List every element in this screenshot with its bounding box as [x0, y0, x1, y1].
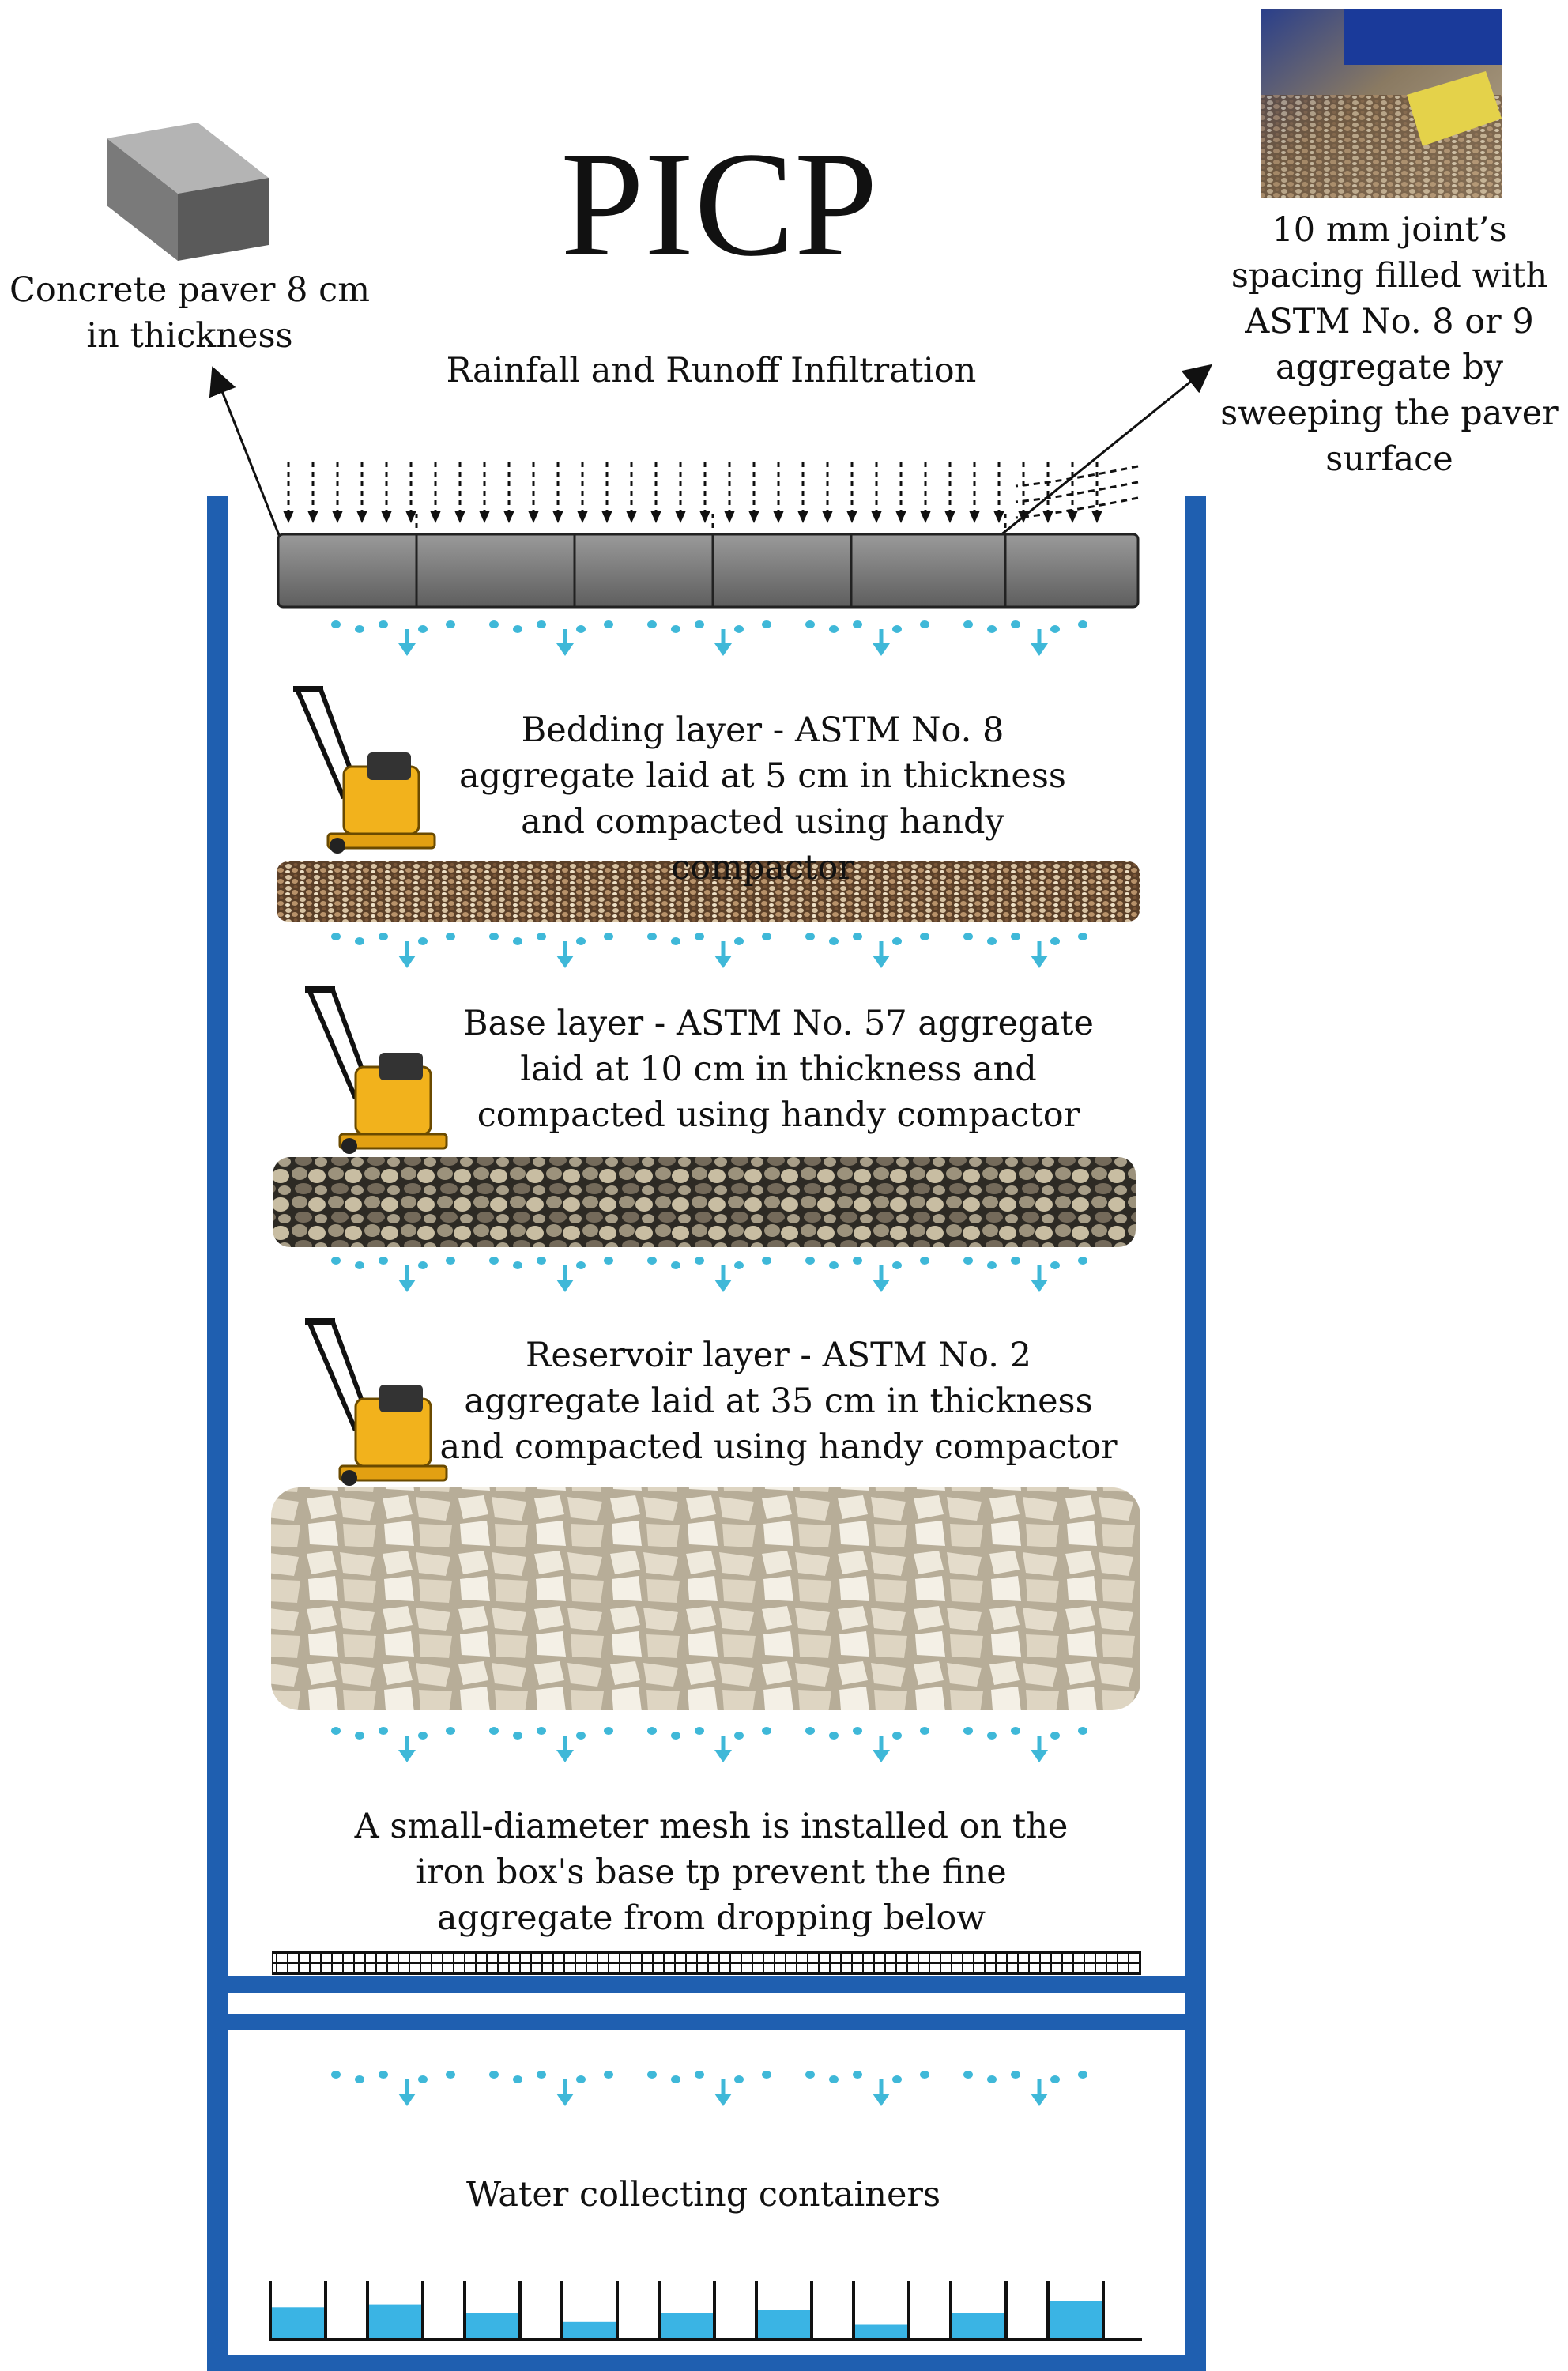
water-drop-icon: [331, 1257, 341, 1265]
water-drop-icon: [379, 1727, 388, 1735]
water-drop-icon: [513, 1732, 522, 1740]
water-drop-icon: [762, 1257, 771, 1265]
water-drop-icon: [446, 933, 455, 940]
water-drop-icon: [695, 1727, 704, 1735]
water-drop-icon: [805, 2071, 815, 2079]
water-drop-icon: [537, 1257, 546, 1265]
water-drop-icon: [695, 1257, 704, 1265]
water-drop-icon: [576, 625, 586, 633]
container: [659, 2281, 714, 2339]
water-drop-icon: [1011, 933, 1020, 940]
runoff-arrow: [1016, 466, 1138, 486]
water-drop-icon: [671, 2075, 680, 2083]
rain-arrow: [430, 462, 441, 523]
water-drop-icon: [1078, 933, 1087, 940]
box-bottom: [207, 2355, 1206, 2371]
water-drop-icon: [762, 1727, 771, 1735]
water-drop-icon: [853, 1727, 862, 1735]
water-drop-icon: [987, 1261, 997, 1269]
rain-arrow: [895, 462, 906, 523]
rain-arrow: [552, 462, 564, 523]
rain-arrow: [283, 462, 294, 523]
water-drop-icon: [805, 1257, 815, 1265]
water-drop-icon: [604, 620, 613, 628]
water-drop-icon: [355, 1261, 364, 1269]
water-drop-icon: [537, 620, 546, 628]
reservoir-layer: [271, 1487, 1140, 1710]
water-drop-icon: [1011, 1257, 1020, 1265]
water-drop-icon: [671, 1261, 680, 1269]
water-drop-icon: [829, 937, 839, 945]
water-drop-icon: [892, 937, 902, 945]
water-drop-icon: [695, 933, 704, 940]
water-drop-icon: [379, 1257, 388, 1265]
plate-compactor-icon: [305, 988, 447, 1154]
water-drop-icon: [331, 1727, 341, 1735]
paver-label: Concrete paver 8 cm in thickness: [9, 270, 370, 356]
rain-arrow: [650, 462, 662, 523]
water-drop-row: [331, 933, 1087, 968]
water-drop-icon: [734, 2075, 744, 2083]
water-drop-icon: [1078, 2071, 1087, 2079]
water-drop-icon: [1050, 937, 1060, 945]
water-drop-icon: [537, 1727, 546, 1735]
rain-arrow: [797, 462, 808, 523]
water-drop-icon: [379, 620, 388, 628]
water-drop-icon: [647, 2071, 657, 2079]
water-drop-icon: [604, 1257, 613, 1265]
water-drop-row: [331, 1727, 1087, 1762]
water-drop-icon: [920, 620, 929, 628]
water-drop-icon: [418, 2075, 428, 2083]
water-drop-icon: [489, 1727, 499, 1735]
water-drop-icon: [604, 1727, 613, 1735]
rain-arrow: [871, 462, 882, 523]
water-drop-icon: [829, 625, 839, 633]
water-drop-icon: [892, 1261, 902, 1269]
water-drop-icon: [734, 1732, 744, 1740]
water-drop-icon: [418, 937, 428, 945]
water-drop-icon: [695, 620, 704, 628]
rain-arrow: [405, 462, 416, 523]
water-drop-icon: [537, 2071, 546, 2079]
container: [562, 2281, 617, 2339]
water-drop-icon: [1078, 620, 1087, 628]
water-drop-icon: [987, 1732, 997, 1740]
water-drop-icon: [762, 620, 771, 628]
rain-arrow: [724, 462, 735, 523]
water-drop-icon: [446, 620, 455, 628]
water-drop-icon: [1078, 1257, 1087, 1265]
water-drop-icon: [1050, 1261, 1060, 1269]
water-drop-icon: [829, 1261, 839, 1269]
rain-arrow: [626, 462, 637, 523]
rain-arrow: [454, 462, 466, 523]
container: [270, 2281, 326, 2339]
water-drop-icon: [379, 2071, 388, 2079]
water-drop-icon: [331, 620, 341, 628]
bedding-label: Bedding layer - ASTM No. 8 aggregate laid at 5 cm in thickness and compacted using handy compactor: [459, 711, 1066, 888]
water-drop-icon: [537, 933, 546, 940]
rain-arrow: [822, 462, 833, 523]
water-drop-icon: [1050, 1732, 1060, 1740]
rainfall-label: Rainfall and Runoff Infiltration: [446, 351, 977, 390]
water-collecting-containers: [269, 2281, 1142, 2339]
reservoir-label: Reservoir layer - ASTM No. 2 aggregate laid at 35 cm in thickness and compacted using handy compactor: [439, 1336, 1118, 1467]
water-drop-icon: [604, 933, 613, 940]
water-drop-icon: [963, 620, 973, 628]
water-drop-icon: [1011, 2071, 1020, 2079]
rain-arrow: [993, 462, 1004, 523]
box-right-wall: [1185, 496, 1206, 2371]
water-drop-icon: [734, 625, 744, 633]
water-drop-icon: [418, 1261, 428, 1269]
water-drop-icon: [647, 1727, 657, 1735]
water-drop-icon: [853, 620, 862, 628]
container: [1048, 2281, 1103, 2339]
water-drop-icon: [920, 2071, 929, 2079]
water-drop-icon: [987, 625, 997, 633]
rain-arrow: [1018, 462, 1029, 523]
water-drop-row: [331, 620, 1087, 656]
water-drop-icon: [963, 2071, 973, 2079]
water-drop-icon: [489, 2071, 499, 2079]
water-drop-icon: [446, 2071, 455, 2079]
base-label: Base layer - ASTM No. 57 aggregate laid at 10 cm in thickness and compacted using handy compactor: [463, 1004, 1094, 1135]
water-drop-icon: [489, 1257, 499, 1265]
rain-arrow: [846, 462, 858, 523]
rain-arrow: [332, 462, 343, 523]
water-drop-icon: [446, 1727, 455, 1735]
rain-arrow: [969, 462, 980, 523]
water-drop-icon: [355, 1732, 364, 1740]
water-drop-icon: [920, 1727, 929, 1735]
water-drop-icon: [1050, 625, 1060, 633]
rain-arrow: [748, 462, 760, 523]
base-layer: [273, 1157, 1136, 1247]
joint-label: 10 mm joint’s spacing filled with ASTM No. 8 or 9 aggregate by sweeping the paver surface: [1220, 210, 1559, 479]
rain-arrow: [699, 462, 710, 523]
water-drop-icon: [379, 933, 388, 940]
water-drop-icon: [853, 2071, 862, 2079]
mesh-icon: [273, 1952, 1140, 1974]
water-drop-icon: [805, 933, 815, 940]
diagram-title: PICP: [560, 122, 878, 288]
water-drop-icon: [647, 620, 657, 628]
water-drop-row: [331, 1257, 1087, 1292]
water-drop-icon: [1078, 1727, 1087, 1735]
paver-layer: [278, 534, 1138, 607]
containers-label: Water collecting containers: [466, 2175, 941, 2215]
water-drop-icon: [513, 2075, 522, 2083]
water-drop-icon: [647, 933, 657, 940]
rain-arrow: [577, 462, 588, 523]
water-drop-icon: [1050, 2075, 1060, 2083]
water-drop-icon: [513, 937, 522, 945]
rain-arrow: [944, 462, 956, 523]
water-drop-icon: [647, 1257, 657, 1265]
water-drop-icon: [853, 1257, 862, 1265]
rain-arrow: [601, 462, 612, 523]
water-drop-icon: [892, 2075, 902, 2083]
rain-arrow: [307, 462, 318, 523]
water-drop-icon: [853, 933, 862, 940]
paver-block-icon: [107, 123, 269, 261]
water-drop-icon: [829, 2075, 839, 2083]
water-drop-icon: [418, 625, 428, 633]
water-drop-icon: [331, 933, 341, 940]
rain-arrow: [356, 462, 368, 523]
water-drop-icon: [734, 937, 744, 945]
container: [368, 2281, 423, 2339]
plate-compactor-icon: [293, 688, 435, 854]
water-drop-icon: [920, 933, 929, 940]
water-drop-icon: [576, 937, 586, 945]
box-left-wall: [207, 496, 228, 2371]
water-drop-icon: [576, 2075, 586, 2083]
container: [756, 2281, 812, 2339]
water-drop-icon: [762, 933, 771, 940]
water-drop-icon: [513, 625, 522, 633]
water-drop-icon: [418, 1732, 428, 1740]
water-drop-row: [331, 2071, 1087, 2106]
water-drop-icon: [892, 1732, 902, 1740]
water-drop-icon: [331, 2071, 341, 2079]
water-drop-icon: [963, 1257, 973, 1265]
water-drop-icon: [987, 2075, 997, 2083]
container: [951, 2281, 1006, 2339]
water-drop-icon: [829, 1732, 839, 1740]
water-drop-icon: [892, 625, 902, 633]
water-drop-icon: [446, 1257, 455, 1265]
water-drop-icon: [963, 1727, 973, 1735]
water-drop-icon: [604, 2071, 613, 2079]
water-drop-icon: [1011, 620, 1020, 628]
box-separator-lower: [207, 2014, 1206, 2030]
water-drop-icon: [355, 937, 364, 945]
water-drop-icon: [987, 937, 997, 945]
rain-arrow: [1067, 462, 1078, 523]
sweeping-photo-icon: [1261, 9, 1502, 198]
water-drop-icon: [762, 2071, 771, 2079]
water-drop-icon: [695, 2071, 704, 2079]
water-drop-icon: [671, 625, 680, 633]
water-drop-icon: [671, 937, 680, 945]
water-drop-icon: [489, 933, 499, 940]
water-drop-icon: [513, 1261, 522, 1269]
water-drop-icon: [920, 1257, 929, 1265]
box-separator: [207, 1976, 1206, 1993]
rain-arrow: [675, 462, 686, 523]
water-drop-icon: [734, 1261, 744, 1269]
rain-arrow: [773, 462, 784, 523]
water-drop-icon: [576, 1261, 586, 1269]
rain-arrow: [503, 462, 514, 523]
water-drop-icon: [355, 2075, 364, 2083]
water-drop-icon: [805, 1727, 815, 1735]
rain-arrow: [920, 462, 931, 523]
water-drop-icon: [489, 620, 499, 628]
rain-arrow: [479, 462, 490, 523]
rain-arrow: [528, 462, 539, 523]
rain-arrow: [381, 462, 392, 523]
water-drop-icon: [963, 933, 973, 940]
rain-arrow: [1091, 462, 1102, 523]
container: [465, 2281, 520, 2339]
plate-compactor-icon: [305, 1320, 447, 1486]
container: [854, 2281, 909, 2339]
water-drop-icon: [1011, 1727, 1020, 1735]
water-drop-icon: [671, 1732, 680, 1740]
water-drop-icon: [805, 620, 815, 628]
water-drop-icon: [355, 625, 364, 633]
mesh-label: A small-diameter mesh is installed on the iron box's base tp prevent the fine aggregate from dropping below: [354, 1807, 1069, 1938]
water-drop-icon: [576, 1732, 586, 1740]
